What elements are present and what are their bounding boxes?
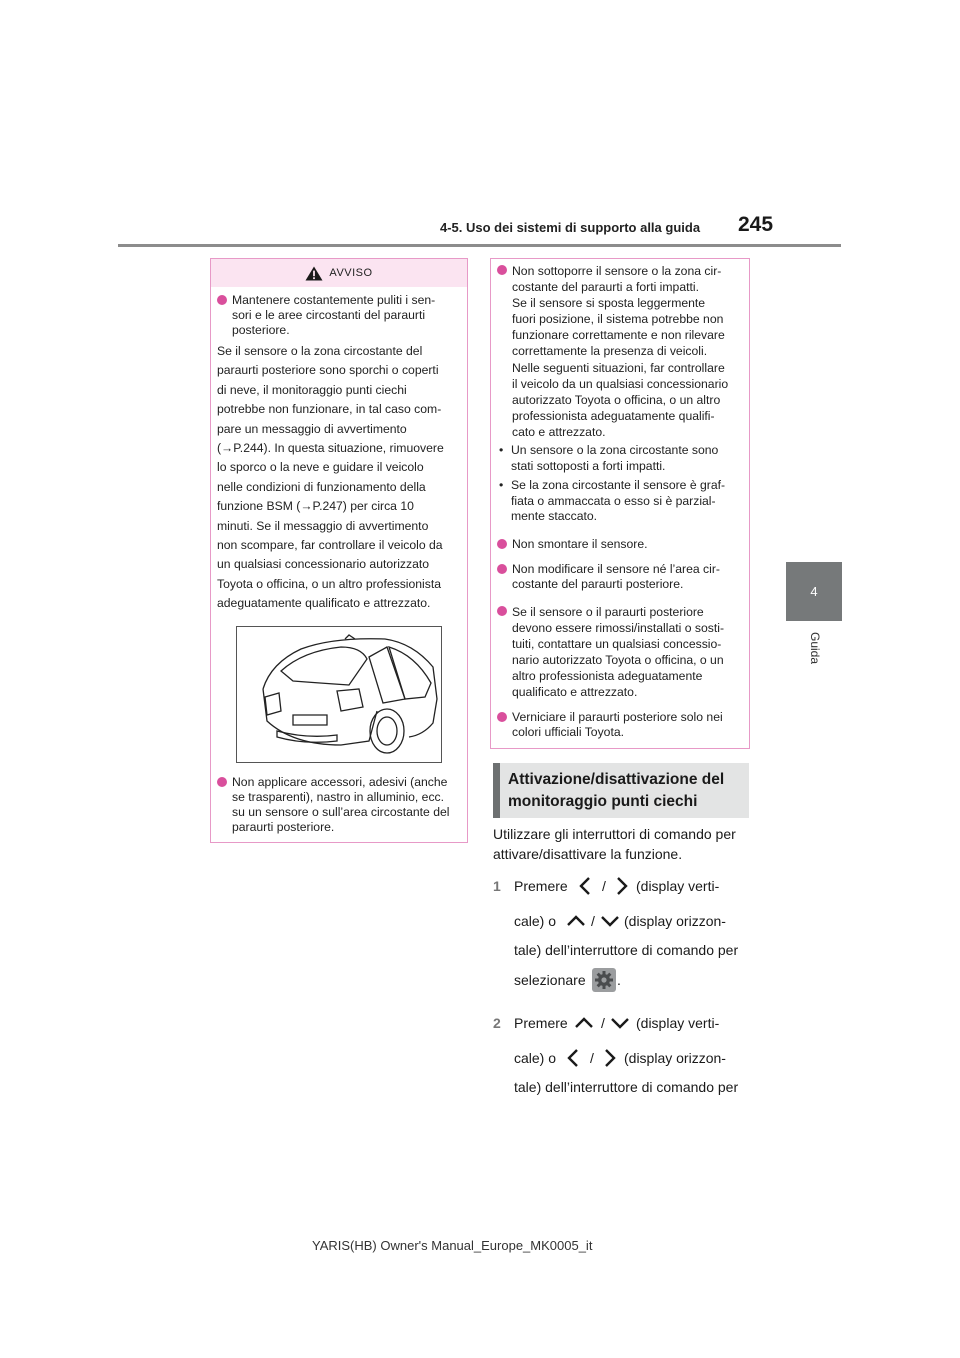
- text-line: nario autorizzato Toyota o officina, o un: [512, 653, 724, 667]
- text-line: costante del paraurti posteriore.: [512, 577, 684, 591]
- text-line: Verniciare il paraurti posteriore solo nei: [512, 710, 723, 724]
- warning-bullet: [497, 562, 743, 594]
- warning-bullet: [497, 710, 743, 742]
- step-text: .: [617, 972, 621, 988]
- step-text: /: [602, 878, 606, 894]
- text-line: Se il sensore si sposta leggermente: [512, 296, 706, 311]
- text-line: autorizzato Toyota o officina, o un altro: [512, 392, 721, 407]
- warning-box-continued: [490, 258, 750, 749]
- step-text: (display verti-: [636, 878, 720, 894]
- section-heading-line: monitoraggio punti ciechi: [508, 793, 698, 810]
- text-line: posteriore.: [232, 323, 290, 337]
- paragraph-line: Se il sensore o la zona circostante del: [217, 344, 423, 358]
- warning-bullet: [217, 775, 461, 839]
- step-text: cale) o: [514, 913, 557, 929]
- paragraph-line: funzione BSM (→P.247) per circa 10: [217, 499, 414, 514]
- page-number: 245: [738, 213, 774, 236]
- bullet-dot: [217, 295, 227, 305]
- text-line: colori ufficiali Toyota.: [512, 725, 625, 739]
- chapter-label-text: Guida: [808, 632, 822, 665]
- bullet-dot: [217, 777, 227, 787]
- chevron-left-icon: [576, 876, 596, 896]
- step-text: cale) o: [514, 1050, 557, 1066]
- warning-bullet: [217, 293, 461, 341]
- chevron-up-icon: [574, 1013, 594, 1033]
- step-text: Premere: [514, 878, 568, 894]
- text-line: stati sottoposti a forti impatti.: [511, 458, 666, 473]
- chapter-label: [786, 632, 842, 672]
- text-line: professionista adeguatamente qualifi-: [512, 408, 715, 423]
- text-line: Non sottoporre il sensore o la zona cir-: [512, 264, 722, 278]
- text-line: Non applicare accessori, adesivi (anche: [232, 775, 448, 789]
- sub-bullet: [499, 443, 739, 475]
- text-line: Un sensore o la zona circostante sono: [511, 443, 719, 457]
- warning-bullet: [497, 263, 743, 439]
- text-line: funzionare correttamente e non rilevare: [512, 328, 725, 343]
- paragraph-line: di neve, il monitoraggio punti ciechi: [217, 382, 407, 397]
- warning-header: [211, 259, 467, 287]
- text-line: se trasparenti), nastro in alluminio, ecc.: [232, 790, 445, 804]
- paragraph-line: Toyota o officina, o un altro professionista: [217, 576, 442, 591]
- text-line: Nelle seguenti situazioni, far controllare: [512, 360, 725, 375]
- paragraph-line: pare un messaggio di avvertimento: [217, 421, 407, 436]
- paragraph-line: adeguatamente qualificato e attrezzato.: [217, 596, 431, 611]
- step-text: tale) dell’interruttore di comando per: [514, 1079, 739, 1095]
- warning-triangle-icon: [305, 266, 323, 281]
- text-line: Se la zona circostante il sensore è graf-: [511, 478, 726, 492]
- paragraph-line: paraurti posteriore sono sporchi o coperti: [217, 363, 439, 378]
- text-line: qualificato e attrezzato.: [512, 685, 638, 699]
- chevron-up-icon: [566, 911, 586, 931]
- text-line: costante del paraurti a forti impatti.: [512, 280, 699, 295]
- step-text: (display verti-: [636, 1015, 720, 1031]
- text-line: Mantenere costantemente puliti i sen-: [232, 293, 436, 307]
- sub-bullet-marker: •: [499, 478, 504, 492]
- chapter-tab: [786, 562, 842, 621]
- bullet-dot: [497, 539, 507, 549]
- header-divider: [118, 244, 841, 247]
- text-line: Se il sensore o il paraurti posteriore: [512, 605, 704, 619]
- bullet-dot: [497, 265, 507, 275]
- paragraph-line: non scompare, far controllare il veicolo da: [217, 538, 443, 552]
- step-text: /: [590, 1050, 594, 1066]
- rear-bumper-car-drawing: [237, 627, 441, 762]
- paragraph-line: lo sporco o la neve e guidare il veicolo: [217, 460, 424, 475]
- step-number: 1: [493, 878, 501, 894]
- step-text: /: [601, 1015, 605, 1031]
- paragraph-line: (→P.244). In questa situazione, rimuovere: [217, 441, 444, 455]
- sub-bullet-marker: •: [499, 443, 504, 457]
- bullet-dot: [497, 606, 507, 616]
- section-heading: [493, 763, 749, 818]
- section-heading-line: Attivazione/disattivazione del: [508, 771, 725, 788]
- sub-bullet: [499, 478, 739, 526]
- chapter-number: 4: [810, 584, 818, 599]
- warning-bullet: [497, 537, 743, 553]
- bullet-dot: [497, 712, 507, 722]
- intro-line: Utilizzare gli interruttori di comando per: [493, 826, 736, 842]
- step-text: (display orizzon-: [624, 1050, 726, 1066]
- bullet-dot: [497, 564, 507, 574]
- text-line: correttamente la presenza di veicoli.: [512, 344, 708, 359]
- intro-line: attivare/disattivare la funzione.: [493, 846, 683, 862]
- step-text: Premere: [514, 1015, 568, 1031]
- text-line: il veicolo da un qualsiasi concessionario: [512, 376, 729, 391]
- settings-tile: [592, 968, 616, 992]
- text-line: mente staccato.: [511, 509, 598, 524]
- chevron-down-icon: [610, 1013, 630, 1033]
- text-line: Non smontare il sensore.: [512, 537, 648, 551]
- chevron-down-icon: [600, 911, 620, 931]
- gear-icon: [592, 968, 616, 992]
- text-line: tuiti, contattare un qualsiasi concessio-: [512, 637, 722, 651]
- chevron-left-icon: [564, 1048, 584, 1068]
- paragraph-line: potrebbe non funzionare, in tal caso com-: [217, 402, 442, 417]
- text-line: Non modificare il sensore né l’area cir-: [512, 562, 720, 576]
- step-text: tale) dell’interruttore di comando per: [514, 942, 739, 958]
- step-text: /: [591, 913, 595, 929]
- chevron-right-icon: [599, 1048, 619, 1068]
- text-line: fuori posizione, il sistema potrebbe non: [512, 312, 724, 327]
- footer-manual-id: YARIS(HB) Owner's Manual_Europe_MK0005_it: [312, 1238, 593, 1253]
- text-line: paraurti posteriore.: [232, 820, 335, 834]
- warning-title: AVVISO: [329, 267, 373, 279]
- paragraph-line: un qualsiasi concessionario autorizzato: [217, 557, 430, 572]
- text-line: altro professionista adeguatamente: [512, 669, 703, 683]
- text-line: su un sensore o sull’area circostante del: [232, 805, 450, 819]
- chevron-right-icon: [611, 876, 631, 896]
- section-title: 4-5. Uso dei sistemi di supporto alla guida: [440, 220, 701, 235]
- text-line: sori e le aree circostanti del paraurti: [232, 308, 426, 322]
- text-line: devono essere rimossi/installati o sosti-: [512, 621, 725, 635]
- text-line: fiata o ammaccata o esso si è parzial-: [511, 493, 716, 508]
- step-number: 2: [493, 1015, 501, 1031]
- car-illustration: [236, 626, 442, 763]
- paragraph-line: minuti. Se il messaggio di avvertimento: [217, 518, 429, 533]
- warning-bullet: [497, 604, 743, 700]
- text-line: cato e attrezzato.: [512, 424, 606, 439]
- step-text: (display orizzon-: [624, 913, 726, 929]
- step-text: selezionare: [514, 972, 586, 988]
- paragraph-line: nelle condizioni di funzionamento della: [217, 479, 426, 494]
